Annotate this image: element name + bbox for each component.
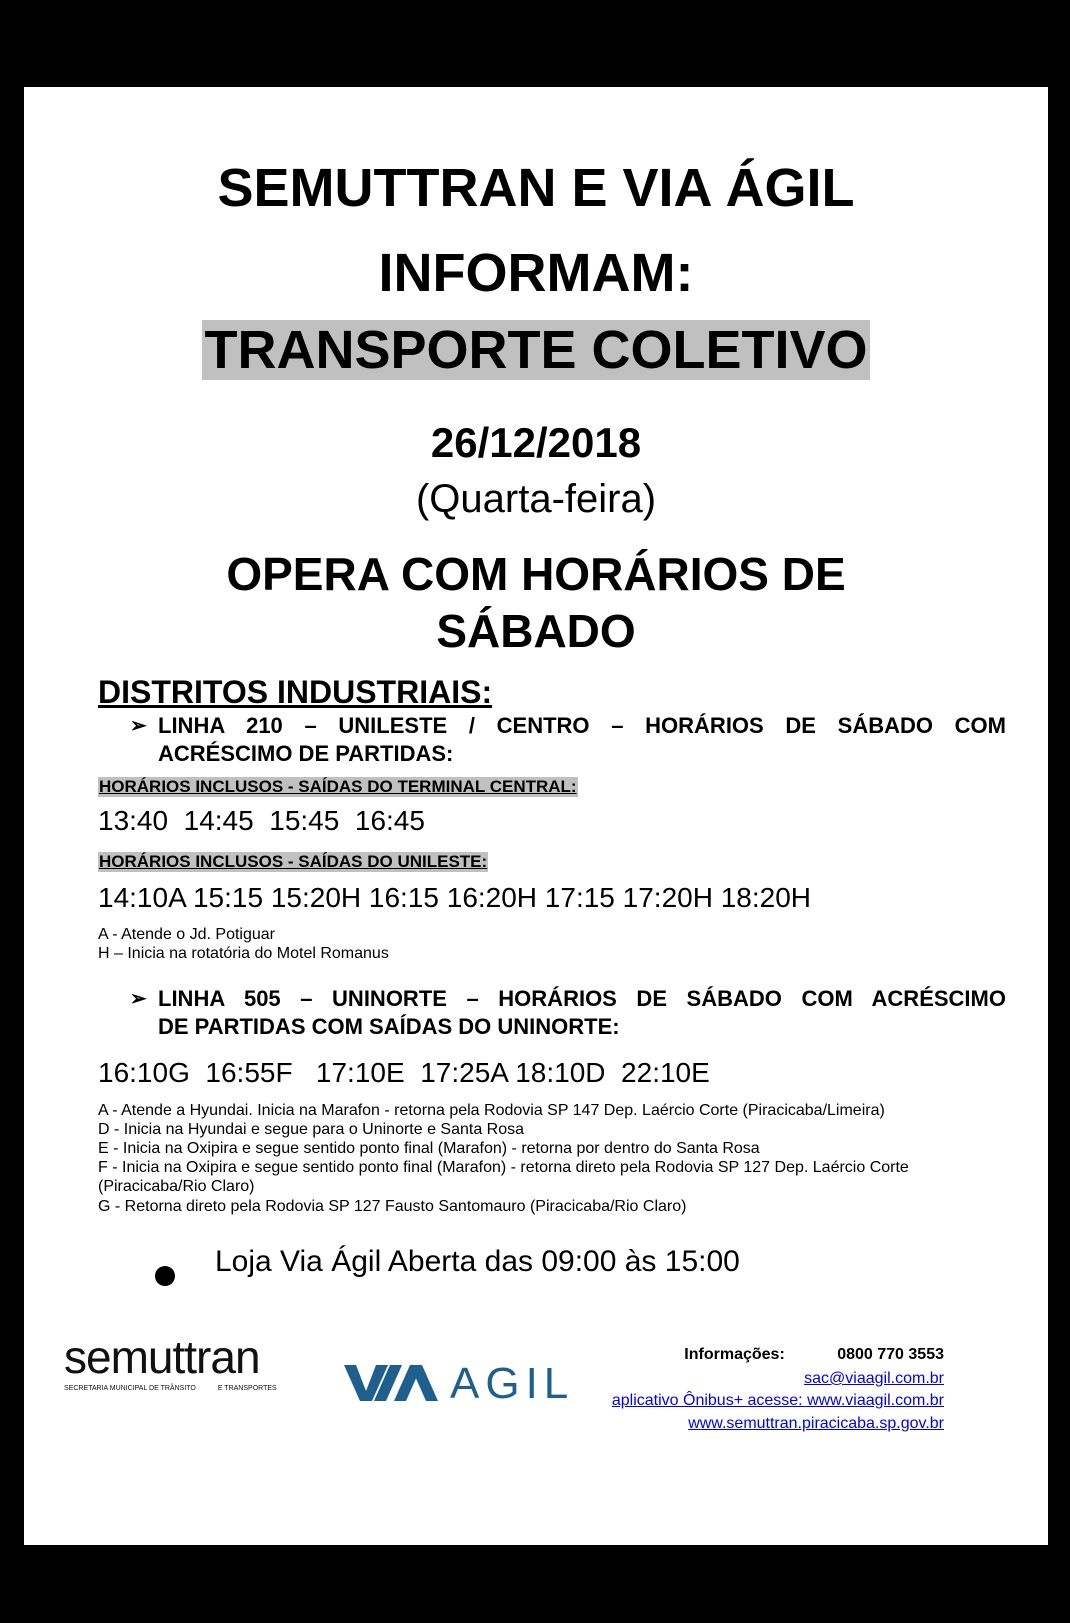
- semuttran-logo: [64, 1329, 304, 1409]
- line-505-title-b: DE PARTIDAS COM SAÍDAS DO UNINORTE:: [158, 1014, 620, 1039]
- line-210-times-central: 13:40 14:45 15:45 16:45: [98, 805, 425, 836]
- title-line-1: SEMUTTRAN E VIA ÁGIL: [217, 158, 855, 218]
- info-row: [684, 1346, 944, 1364]
- operation-notice-line-2: SÁBADO: [436, 605, 636, 657]
- line-210-title-a: LINHA 210 – UNILESTE / CENTRO – HORÁRIOS DE SÁBADO COM: [158, 713, 1006, 738]
- line-210-sub-unileste: HORÁRIOS INCLUSOS - SAÍDAS DO UNILESTE:: [99, 852, 488, 871]
- line-210-sub-central: HORÁRIOS INCLUSOS - SAÍDAS DO TERMINAL CENTRAL:: [99, 777, 577, 796]
- title-highlight: TRANSPORTE COLETIVO: [204, 320, 868, 380]
- line-505-note-g: G - Retorna direto pela Rodovia SP 127 Fausto Santomauro (Piracicaba/Rio Claro): [98, 1198, 687, 1215]
- line-505-note-f-cont: (Piracicaba/Rio Claro): [98, 1178, 255, 1195]
- line-210-note-a: A - Atende o Jd. Potiguar: [98, 926, 276, 943]
- line-505-heading: [130, 985, 1006, 1041]
- line-505-note-d: D - Inicia na Hyundai e segue para o Uninorte e Santa Rosa: [98, 1121, 525, 1138]
- notice-page: [24, 87, 1048, 1545]
- section-title: DISTRITOS INDUSTRIAIS:: [98, 674, 493, 710]
- arrow-bullet-icon: ➢: [130, 988, 147, 1010]
- info-phone: 0800 770 3553: [837, 1346, 944, 1363]
- line-505-note-e: E - Inicia na Oxipira e segue sentido ponto final (Marafon) - retorna por dentro do Santa Rosa: [98, 1140, 760, 1157]
- line-505-note-a: A - Atende a Hyundai. Inicia na Marafon - retorna pela Rodovia SP 147 Dep. Laércio Corte (Piracicaba/Limeira): [98, 1102, 885, 1119]
- line-505-title-a: LINHA 505 – UNINORTE – HORÁRIOS DE SÁBADO COM ACRÉSCIMO: [158, 986, 1006, 1011]
- semuttran-logo-subtitle: [64, 1385, 277, 1392]
- operation-notice-line-1: OPERA COM HORÁRIOS DE: [226, 548, 846, 600]
- store-hours: Loja Via Ágil Aberta das 09:00 às 15:00: [215, 1245, 740, 1278]
- line-210-title-b: ACRÉSCIMO DE PARTIDAS:: [158, 741, 454, 766]
- bullet-icon: [155, 1266, 175, 1286]
- info-email-link[interactable]: sac@viaagil.com.br: [804, 1370, 944, 1387]
- viaagil-logo-text: AGIL: [450, 1359, 575, 1408]
- notice-weekday: (Quarta-feira): [415, 477, 657, 521]
- info-label: Informações:: [684, 1346, 785, 1363]
- line-210-note-h: H – Inicia na rotatória do Motel Romanus: [98, 945, 389, 962]
- line-505-times: 16:10G 16:55F 17:10E 17:25A 18:10D 22:10E: [98, 1057, 710, 1088]
- line-210-heading: [130, 712, 1006, 768]
- semuttran-subtitle-a: SECRETARIA MUNICIPAL DE TRÂNSITO: [64, 1385, 196, 1392]
- semuttran-subtitle-b: E TRANSPORTES: [217, 1385, 277, 1392]
- arrow-bullet-icon: ➢: [130, 715, 147, 737]
- semuttran-logo-text: semuttran: [64, 1331, 260, 1383]
- viaagil-logo: [342, 1357, 582, 1407]
- title-line-2: INFORMAM:: [378, 243, 694, 303]
- info-app-link[interactable]: aplicativo Ônibus+ acesse: www.viaagil.com.br: [611, 1392, 944, 1409]
- title-line-3: [24, 319, 1048, 381]
- line-505-note-f: F - Inicia na Oxipira e segue sentido ponto final (Marafon) - retorna direto pela Rodovia SP 127 Dep. Laércio Corte: [98, 1159, 909, 1176]
- line-210-times-unileste: 14:10A 15:15 15:20H 16:15 16:20H 17:15 17:20H 18:20H: [98, 882, 812, 913]
- info-site-link[interactable]: www.semuttran.piracicaba.sp.gov.br: [688, 1415, 944, 1432]
- notice-date: 26/12/2018: [430, 419, 642, 466]
